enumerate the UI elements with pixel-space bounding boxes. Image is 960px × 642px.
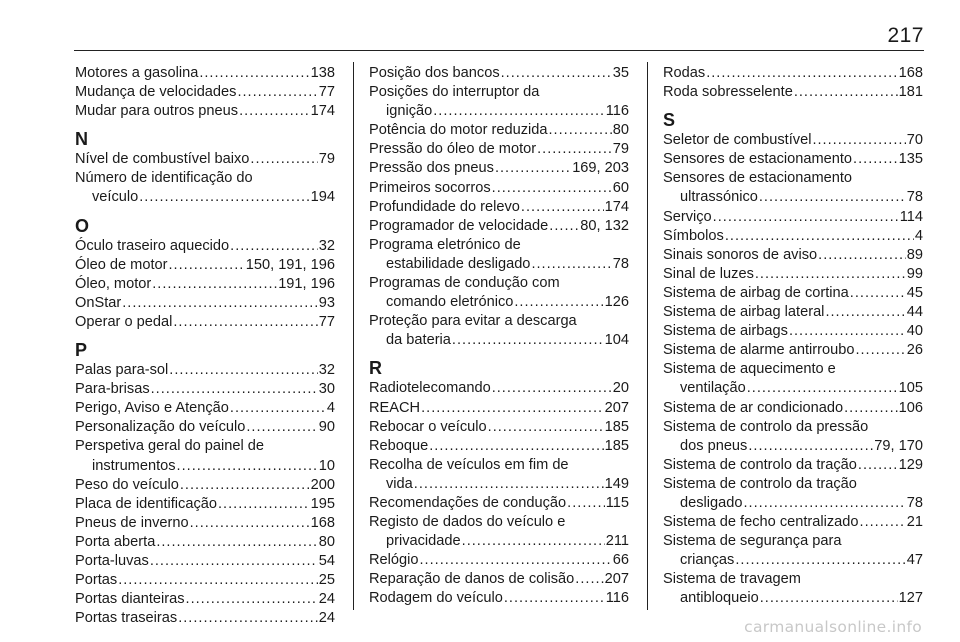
index-entry[interactable] [75, 457, 335, 476]
entry-term: OnStar [75, 294, 122, 311]
entry-term: Posição dos bancos [369, 65, 500, 81]
entry-term: Reparação de danos de colisão [369, 571, 575, 588]
index-entry[interactable] [75, 64, 335, 83]
index-entry[interactable] [369, 102, 629, 121]
index-entry[interactable] [75, 237, 335, 256]
entry-pages: 207 [604, 571, 629, 588]
entry-term: Profundidade do relevo [369, 198, 520, 215]
entry-pages: 168 [310, 514, 335, 531]
index-entry[interactable] [663, 227, 923, 246]
entry-pages: 78 [906, 189, 923, 206]
section-letter: P [75, 340, 88, 361]
index-entry[interactable] [663, 150, 923, 169]
dot-leader [433, 102, 604, 121]
index-entry[interactable] [369, 475, 629, 494]
dot-leader [429, 437, 603, 456]
index-entry[interactable] [75, 380, 335, 399]
index-entry[interactable] [663, 399, 923, 418]
entry-term: Rodas [663, 65, 706, 81]
entry-term: Mudança de velocidades [75, 84, 237, 101]
index-column-1 [75, 64, 335, 628]
index-entry[interactable] [663, 131, 923, 150]
dot-leader [812, 131, 905, 150]
entry-term: Nível de combustível baixo [75, 151, 250, 168]
entry-pages: 44 [906, 304, 923, 321]
entry-term: instrumentos [92, 457, 176, 474]
entry-pages: 4 [914, 227, 923, 244]
dot-leader [218, 495, 310, 514]
dot-leader [246, 418, 317, 437]
entry-pages: 129 [898, 456, 923, 473]
entry-term: crianças [680, 552, 735, 569]
index-entry[interactable] [369, 140, 629, 159]
entry-term: Pressão dos pneus [369, 160, 494, 177]
entry-term: Recomendações de condução [369, 494, 567, 511]
index-entry[interactable] [369, 198, 629, 217]
index-entry[interactable] [75, 256, 335, 275]
dot-leader [855, 341, 905, 360]
entry-term: vida [386, 475, 413, 492]
index-entry[interactable] [369, 217, 629, 236]
index-entry[interactable] [663, 341, 923, 360]
entry-pages: 79 [318, 151, 335, 168]
entry-pages: 45 [906, 284, 923, 301]
index-entry[interactable] [663, 551, 923, 570]
entry-term: Sistema de fecho centralizado [663, 514, 859, 531]
dot-leader [150, 552, 318, 571]
index-column-3 [663, 64, 923, 609]
index-entry[interactable] [75, 313, 335, 332]
index-entry[interactable] [75, 188, 335, 207]
entry-pages: 211 [605, 533, 629, 550]
index-entry-line: Recolha de veículos em fim de [369, 456, 569, 473]
dot-leader [747, 379, 898, 398]
index-entry[interactable] [75, 418, 335, 437]
entry-term: Óculo traseiro aquecido [75, 237, 230, 254]
index-entry-line: Registo de dados do veículo e [369, 514, 566, 531]
index-entry[interactable] [75, 533, 335, 552]
index-entry[interactable] [369, 570, 629, 589]
index-entry[interactable] [369, 179, 629, 198]
index-entry[interactable] [75, 102, 335, 121]
entry-pages: 106 [898, 399, 923, 416]
index-entry[interactable] [663, 589, 923, 608]
dot-leader [186, 590, 318, 609]
entry-term: Óleo, motor [75, 275, 152, 292]
index-entry[interactable] [663, 513, 923, 532]
entry-term: dos pneus [680, 437, 748, 454]
index-entry-line: Proteção para evitar a descarga [369, 313, 577, 330]
entry-pages: 80 [318, 533, 335, 550]
entry-term: ultrassónico [680, 189, 758, 206]
index-entry[interactable] [369, 64, 629, 83]
dot-leader [504, 589, 605, 608]
dot-leader [168, 256, 244, 275]
index-entry-line: Sistema de travagem [663, 571, 801, 588]
index-entry-line: Sistema de aquecimento e [663, 361, 836, 378]
index-entry-line: Posições do interruptor da [369, 84, 540, 101]
entry-pages: 26 [906, 342, 923, 359]
dot-leader [139, 188, 309, 207]
entry-pages: 54 [318, 552, 335, 569]
dot-leader [488, 418, 604, 437]
index-entry[interactable] [75, 361, 335, 380]
entry-term: Potência do motor reduzida [369, 122, 548, 139]
dot-leader [844, 399, 898, 418]
entry-term: ventilação [680, 380, 746, 397]
entry-pages: 114 [899, 208, 923, 225]
entry-term: Sinais sonoros de aviso [663, 246, 818, 263]
entry-term: Sistema de controlo da tração [663, 456, 857, 473]
index-entry[interactable] [75, 590, 335, 609]
dot-leader [860, 513, 906, 532]
entry-term: REACH [369, 399, 421, 416]
index-entry[interactable] [663, 303, 923, 322]
dot-leader [521, 198, 604, 217]
entry-pages: 78 [906, 494, 923, 511]
dot-leader [825, 303, 905, 322]
entry-pages: 150, 191, 196 [245, 256, 335, 273]
entry-pages: 174 [604, 198, 629, 215]
entry-pages: 77 [318, 313, 335, 330]
entry-pages: 99 [906, 265, 923, 282]
dot-leader [531, 255, 611, 274]
entry-term: Sensores de estacionamento [663, 151, 853, 168]
entry-term: Símbolos [663, 227, 724, 244]
index-entry[interactable] [663, 437, 923, 456]
dot-leader [537, 140, 612, 159]
entry-pages: 30 [318, 381, 335, 398]
dot-leader [495, 159, 571, 178]
dot-leader [818, 246, 906, 265]
index-entry-line: Número de identificação do [75, 170, 253, 187]
entry-term: Peso do veículo [75, 476, 179, 493]
entry-pages: 168 [898, 65, 923, 81]
dot-leader [177, 457, 318, 476]
entry-pages: 191, 196 [278, 275, 335, 292]
index-entry[interactable] [75, 294, 335, 313]
dot-leader [414, 475, 604, 494]
index-entry[interactable] [75, 399, 335, 418]
dot-leader [239, 102, 310, 121]
entry-term: Sistema de ar condicionado [663, 399, 844, 416]
index-entry-line: Sistema de segurança para [663, 533, 842, 550]
index-entry-line: Perspetiva geral do painel de [75, 438, 265, 455]
entry-term: Radiotelecomando [369, 380, 491, 397]
entry-pages: 25 [318, 572, 335, 589]
dot-leader [156, 533, 317, 552]
entry-term: desligado [680, 494, 743, 511]
section-letter: O [75, 215, 90, 236]
index-entry[interactable] [663, 265, 923, 284]
entry-pages: 200 [310, 476, 335, 493]
entry-pages: 105 [898, 380, 923, 397]
dot-leader [743, 494, 905, 513]
index-entry[interactable] [369, 551, 629, 570]
entry-pages: 126 [604, 294, 629, 311]
index-entry[interactable] [663, 83, 923, 102]
entry-pages: 77 [318, 84, 335, 101]
section-letter: R [369, 358, 382, 379]
index-entry[interactable] [75, 150, 335, 169]
index-entry[interactable] [663, 494, 923, 513]
entry-pages: 207 [604, 399, 629, 416]
entry-pages: 115 [605, 494, 629, 511]
entry-pages: 60 [612, 179, 629, 196]
entry-pages: 20 [612, 380, 629, 397]
section-letter: N [75, 129, 88, 150]
entry-term: Pneus de inverno [75, 514, 189, 531]
entry-term: Motores a gasolina [75, 65, 199, 81]
entry-pages: 24 [318, 591, 335, 608]
index-column-2 [369, 64, 629, 609]
dot-leader [178, 609, 318, 628]
index-entry[interactable] [75, 275, 335, 294]
entry-pages: 80, 132 [580, 217, 629, 234]
entry-pages: 79 [612, 141, 629, 158]
index-entry[interactable] [75, 552, 335, 571]
index-entry[interactable] [663, 284, 923, 303]
column-divider [353, 62, 354, 610]
index-entry[interactable] [75, 609, 335, 628]
entry-term: privacidade [386, 533, 461, 550]
entry-term: ignição [386, 103, 433, 120]
entry-pages: 149 [604, 475, 629, 492]
index-entry[interactable] [663, 379, 923, 398]
dot-leader [230, 399, 326, 418]
dot-leader [190, 514, 310, 533]
entry-term: Roda sobresselente [663, 84, 793, 101]
index-entry[interactable] [663, 64, 923, 83]
entry-term: Porta-luvas [75, 552, 149, 569]
dot-leader [789, 322, 906, 341]
index-entry[interactable] [663, 322, 923, 341]
dot-leader [853, 150, 898, 169]
dot-leader [452, 331, 604, 350]
entry-term: Palas para-sol [75, 362, 169, 379]
entry-pages: 116 [605, 590, 629, 607]
entry-pages: 185 [604, 418, 629, 435]
index-entry[interactable] [369, 121, 629, 140]
entry-pages: 78 [612, 255, 629, 272]
index-entry[interactable] [663, 246, 923, 265]
dot-leader [250, 150, 317, 169]
entry-term: veículo [92, 189, 139, 206]
entry-term: Primeiros socorros [369, 179, 491, 196]
entry-pages: 35 [612, 65, 629, 81]
index-entry[interactable] [663, 456, 923, 475]
entry-term: Sistema de alarme antirroubo [663, 342, 855, 359]
dot-leader [725, 227, 914, 246]
entry-term: Serviço [663, 208, 712, 225]
entry-term: Óleo de motor [75, 256, 168, 273]
dot-leader [748, 437, 873, 456]
entry-term: Seletor de combustível [663, 132, 812, 149]
dot-leader [501, 64, 612, 83]
entry-pages: 116 [605, 103, 629, 120]
entry-term: Portas traseiras [75, 610, 178, 627]
dot-leader [514, 293, 603, 312]
entry-term: Reboque [369, 437, 429, 454]
entry-term: Placa de identificação [75, 495, 217, 512]
entry-pages: 138 [310, 65, 335, 81]
dot-leader [567, 494, 605, 513]
entry-pages: 4 [326, 400, 335, 417]
dot-leader [735, 551, 905, 570]
entry-pages: 70 [906, 132, 923, 149]
dot-leader [199, 64, 309, 83]
dot-leader [706, 64, 897, 83]
index-entry[interactable] [369, 159, 629, 178]
index-entry[interactable] [75, 495, 335, 514]
entry-term: Para-brisas [75, 381, 150, 398]
dot-leader [755, 265, 906, 284]
entry-term: Pressão do óleo de motor [369, 141, 537, 158]
index-entry-line: Sensores de estacionamento [663, 170, 853, 187]
section-letter: S [663, 110, 676, 131]
index-entry[interactable] [369, 494, 629, 513]
dot-leader [549, 217, 579, 236]
dot-leader [230, 237, 318, 256]
dot-leader [180, 476, 310, 495]
index-entry[interactable] [75, 514, 335, 533]
entry-term: Mudar para outros pneus [75, 103, 239, 120]
entry-pages: 10 [318, 457, 335, 474]
dot-leader [421, 399, 604, 418]
entry-pages: 47 [906, 552, 923, 569]
entry-term: estabilidade desligado [386, 255, 531, 272]
entry-term: da bateria [386, 332, 451, 349]
index-entry[interactable] [663, 188, 923, 207]
entry-term: Portas [75, 572, 118, 589]
dot-leader [237, 83, 317, 102]
entry-pages: 79, 170 [874, 437, 923, 454]
entry-term: Portas dianteiras [75, 591, 185, 608]
index-entry[interactable] [369, 418, 629, 437]
entry-term: Sistema de airbag lateral [663, 304, 825, 321]
dot-leader [794, 83, 898, 102]
entry-term: antibloqueio [680, 590, 759, 607]
dot-leader [759, 188, 906, 207]
entry-pages: 93 [318, 294, 335, 311]
dot-leader [173, 313, 317, 332]
dot-leader [713, 208, 899, 227]
index-entry[interactable] [75, 83, 335, 102]
index-entry[interactable] [75, 571, 335, 590]
dot-leader [122, 294, 318, 313]
entry-term: comando eletrónico [386, 294, 514, 311]
entry-term: Relógio [369, 552, 419, 569]
entry-term: Porta aberta [75, 533, 156, 550]
dot-leader [760, 589, 898, 608]
entry-term: Sinal de luzes [663, 265, 754, 282]
dot-leader [850, 284, 906, 303]
entry-pages: 40 [906, 323, 923, 340]
index-entry[interactable] [369, 255, 629, 274]
dot-leader [152, 275, 277, 294]
entry-pages: 174 [310, 103, 335, 120]
entry-pages: 89 [906, 246, 923, 263]
dot-leader [169, 361, 317, 380]
entry-pages: 80 [612, 122, 629, 139]
index-entry[interactable] [369, 399, 629, 418]
entry-pages: 185 [604, 437, 629, 454]
entry-term: Perigo, Aviso e Atenção [75, 400, 229, 417]
entry-term: Personalização do veículo [75, 419, 246, 436]
entry-pages: 32 [318, 237, 335, 254]
dot-leader [858, 456, 898, 475]
dot-leader [462, 532, 605, 551]
index-entry-line: Programa eletrónico de [369, 236, 521, 253]
dot-leader [118, 571, 318, 590]
index-entry[interactable] [369, 532, 629, 551]
dot-leader [492, 379, 612, 398]
index-entry-line: Sistema de controlo da tração [663, 475, 857, 492]
entry-pages: 21 [906, 514, 923, 531]
index-entry[interactable] [369, 379, 629, 398]
entry-pages: 104 [604, 332, 629, 349]
entry-term: Rebocar o veículo [369, 418, 487, 435]
entry-pages: 181 [898, 84, 923, 101]
dot-leader [548, 121, 611, 140]
page-number: 217 [887, 24, 924, 47]
index-entry[interactable] [369, 589, 629, 608]
entry-pages: 127 [898, 590, 923, 607]
column-divider [647, 62, 648, 610]
entry-pages: 32 [318, 362, 335, 379]
dot-leader [151, 380, 318, 399]
entry-pages: 195 [310, 495, 335, 512]
header-rule [74, 50, 924, 51]
entry-term: Rodagem do veículo [369, 590, 503, 607]
index-entry-line: Programas de condução com [369, 275, 560, 292]
index-entry[interactable] [75, 476, 335, 495]
dot-leader [492, 179, 612, 198]
index-entry[interactable] [369, 293, 629, 312]
entry-term: Sistema de airbags [663, 323, 788, 340]
entry-pages: 66 [612, 552, 629, 569]
entry-pages: 24 [318, 610, 335, 627]
entry-pages: 90 [318, 419, 335, 436]
entry-pages: 194 [310, 189, 335, 206]
entry-term: Sistema de airbag de cortina [663, 284, 849, 301]
entry-term: Operar o pedal [75, 313, 173, 330]
dot-leader [420, 551, 612, 570]
entry-pages: 169, 203 [572, 160, 629, 177]
index-entry[interactable] [369, 437, 629, 456]
dot-leader [575, 570, 603, 589]
entry-pages: 135 [898, 151, 923, 168]
watermark-footer: carmanualsonline.info [744, 618, 922, 636]
entry-term: Programador de velocidade [369, 217, 549, 234]
index-entry[interactable] [663, 208, 923, 227]
index-entry[interactable] [369, 331, 629, 350]
index-entry-line: Sistema de controlo da pressão [663, 418, 869, 435]
